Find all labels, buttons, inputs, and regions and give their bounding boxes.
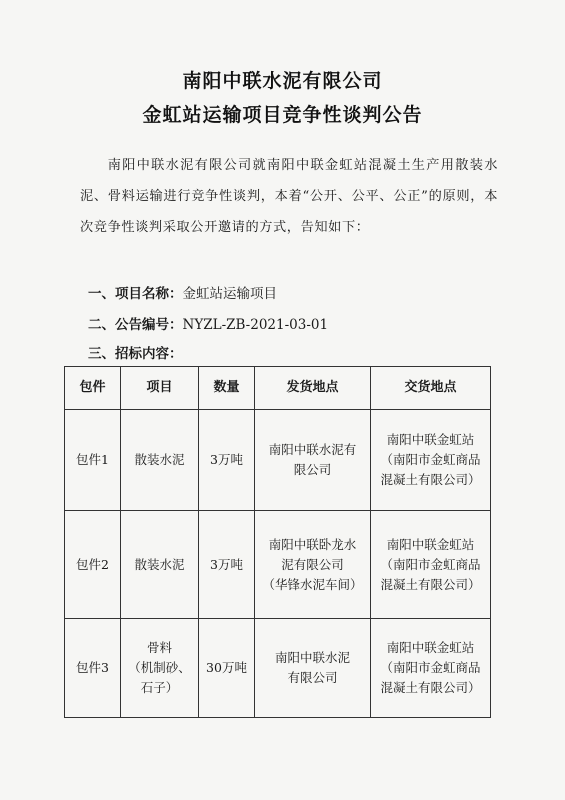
item-value: 金虹站运输项目 [182,286,277,302]
item-tender-content [88,344,183,364]
table-row [65,410,491,511]
company-title: 南阳中联水泥有限公司 [182,70,383,92]
header-quantity: 数量 [199,367,255,410]
cell-quantity: 3万吨 [199,410,255,511]
cell-project: 散装水泥 [121,410,199,511]
tender-table [64,366,491,718]
header-project: 项目 [121,367,199,410]
header-from: 发货地点 [255,367,371,410]
cell-from: 南阳中联卧龙水 泥有限公司 （华锋水泥车间） [255,511,371,619]
announcement-title: 金虹站运输项目竞争性谈判公告 [142,104,423,126]
cell-package: 包件3 [65,619,121,718]
cell-quantity: 30万吨 [199,619,255,718]
cell-to: 南阳中联金虹站 （南阳市金虹商品 混凝土有限公司） [371,619,491,718]
item-project-name [88,284,277,304]
cell-package: 包件1 [65,410,121,511]
cell-quantity: 3万吨 [199,511,255,619]
item-label: 项目名称： [115,286,183,302]
intro-paragraph: 南阳中联水泥有限公司就南阳中联金虹站混凝土生产用散装水泥、骨料运输进行竞争性谈判，本着“公开、公平、公正”的原则，本次竞争性谈判采取公开邀请的方式，告知如下： [80,158,498,235]
item-number: 三、 [88,346,115,362]
header-to: 交货地点 [371,367,491,410]
item-label: 公告编号： [115,317,183,333]
cell-package: 包件2 [65,511,121,619]
header-package: 包件 [65,367,121,410]
cell-project: 散装水泥 [121,511,199,619]
cell-to: 南阳中联金虹站 （南阳市金虹商品 混凝土有限公司） [371,511,491,619]
table-row [65,619,491,718]
item-number: 一、 [88,286,115,302]
item-label: 招标内容： [115,346,183,362]
cell-from: 南阳中联水泥有 限公司 [255,410,371,511]
cell-to: 南阳中联金虹站 （南阳市金虹商品 混凝土有限公司） [371,410,491,511]
table-row [65,511,491,619]
item-announcement-number [88,315,328,335]
item-number: 二、 [88,317,115,333]
cell-project: 骨料 （机制砂、 石子） [121,619,199,718]
item-value: NYZL-ZB-2021-03-01 [182,317,329,333]
table-header-row [65,367,491,410]
cell-from: 南阳中联水泥 有限公司 [255,619,371,718]
